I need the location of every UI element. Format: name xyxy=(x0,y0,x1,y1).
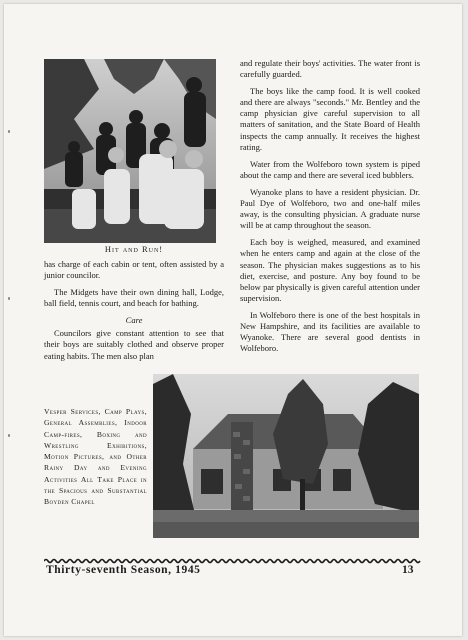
paragraph: The Midgets have their own dining hall, Lodge, ball field, tennis court, and beach for bathing. xyxy=(44,287,224,309)
margin-speck xyxy=(8,130,10,133)
margin-speck xyxy=(8,434,10,437)
photo-caption: Hit and Run! xyxy=(104,244,164,254)
paragraph: Wyanoke plans to have a resident physician. Dr. Paul Dye of Wolfeboro, two and one-half miles away, is the consulting physician. A graduate nurse will be at camp throughout the season. xyxy=(240,186,420,231)
paragraph: Each boy is weighed, measured, and examined when he enters camp and again at the close of the season. The physician makes suggestions as to his diet, exercise, and posture. Any boy found to be below par physically is given careful attention under supervision. xyxy=(240,237,420,303)
footer-season-title: Thirty-seventh Season, 1945 xyxy=(46,564,201,576)
chapel-building-photo xyxy=(153,374,419,538)
paragraph: The boys like the camp food. It is well cooked and there are always "seconds." Mr. Bentley and the camp physician give careful supervision to all matters of sanitation, and the State Board of Health inspects the camp annually. It receives the highest rating. xyxy=(240,86,420,152)
chapel-illustration xyxy=(153,374,419,538)
boys-on-bleachers-photo xyxy=(44,59,216,243)
photo-illustration xyxy=(44,59,216,243)
paragraph: has charge of each cabin or tent, often assisted by a junior councilor. xyxy=(44,259,224,281)
left-text-column xyxy=(44,259,224,368)
paragraph: and regulate their boys' activities. The water front is carefully guarded. xyxy=(240,58,420,80)
page-number: 13 xyxy=(402,564,414,576)
document-page xyxy=(4,4,462,636)
paragraph: Councilors give constant attention to see that their boys are suitably clothed and observe proper eating habits. The men also plan xyxy=(44,328,224,361)
paragraph: In Wolfeboro there is one of the best hospitals in New Hampshire, and its facilities are available to Wyanoke. There are several good dentists in Wolfeboro. xyxy=(240,309,420,354)
paragraph: Water from the Wolfeboro town system is piped about the camp and there are several iced bubblers. xyxy=(240,158,420,180)
right-text-column xyxy=(240,58,420,360)
margin-speck xyxy=(8,297,10,300)
chapel-caption: Vesper Services, Camp Plays, General Assemblies, Indoor Camp-fires, Boxing and Wrestling Exhibitions, Motion Pictures, and Other Rainy Day and Evening Activities All Take Place in the Spacious and Substantial Boyden Chapel xyxy=(44,407,147,507)
section-subhead: Care xyxy=(125,315,143,326)
